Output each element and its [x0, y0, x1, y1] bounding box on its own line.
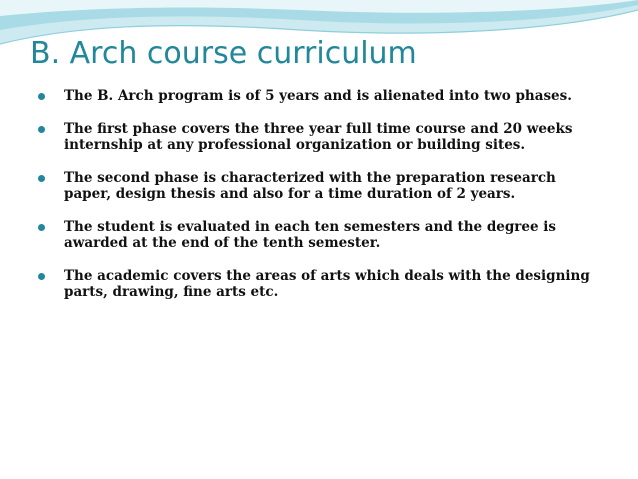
- bullet-point-icon: [38, 175, 45, 182]
- bullet-text: The B. Arch program is of 5 years and is alienated into two phases.: [64, 88, 572, 104]
- bullet-point-icon: [38, 224, 45, 231]
- bullet-item: [38, 121, 598, 153]
- bullet-point-icon: [38, 126, 45, 133]
- bullet-item: [38, 219, 598, 251]
- slide-title: B. Arch course curriculum: [30, 36, 417, 71]
- bullet-item: [38, 268, 598, 300]
- bullet-item: [38, 88, 598, 104]
- bullet-item: [38, 170, 598, 202]
- bullet-text: The student is evaluated in each ten semesters and the degree is awarded at the end of the tenth semester.: [64, 219, 557, 251]
- bullet-text: The second phase is characterized with the preparation research paper, design thesis and also for a time duration of 2 years.: [64, 170, 556, 202]
- bullet-point-icon: [38, 93, 45, 100]
- bullet-text: The academic covers the areas of arts which deals with the designing parts, drawing, fine arts etc.: [64, 268, 590, 300]
- bullet-text: The first phase covers the three year full time course and 20 weeks internship at any professional organization or building sites.: [64, 121, 573, 153]
- bullet-list: [38, 88, 598, 317]
- bullet-point-icon: [38, 273, 45, 280]
